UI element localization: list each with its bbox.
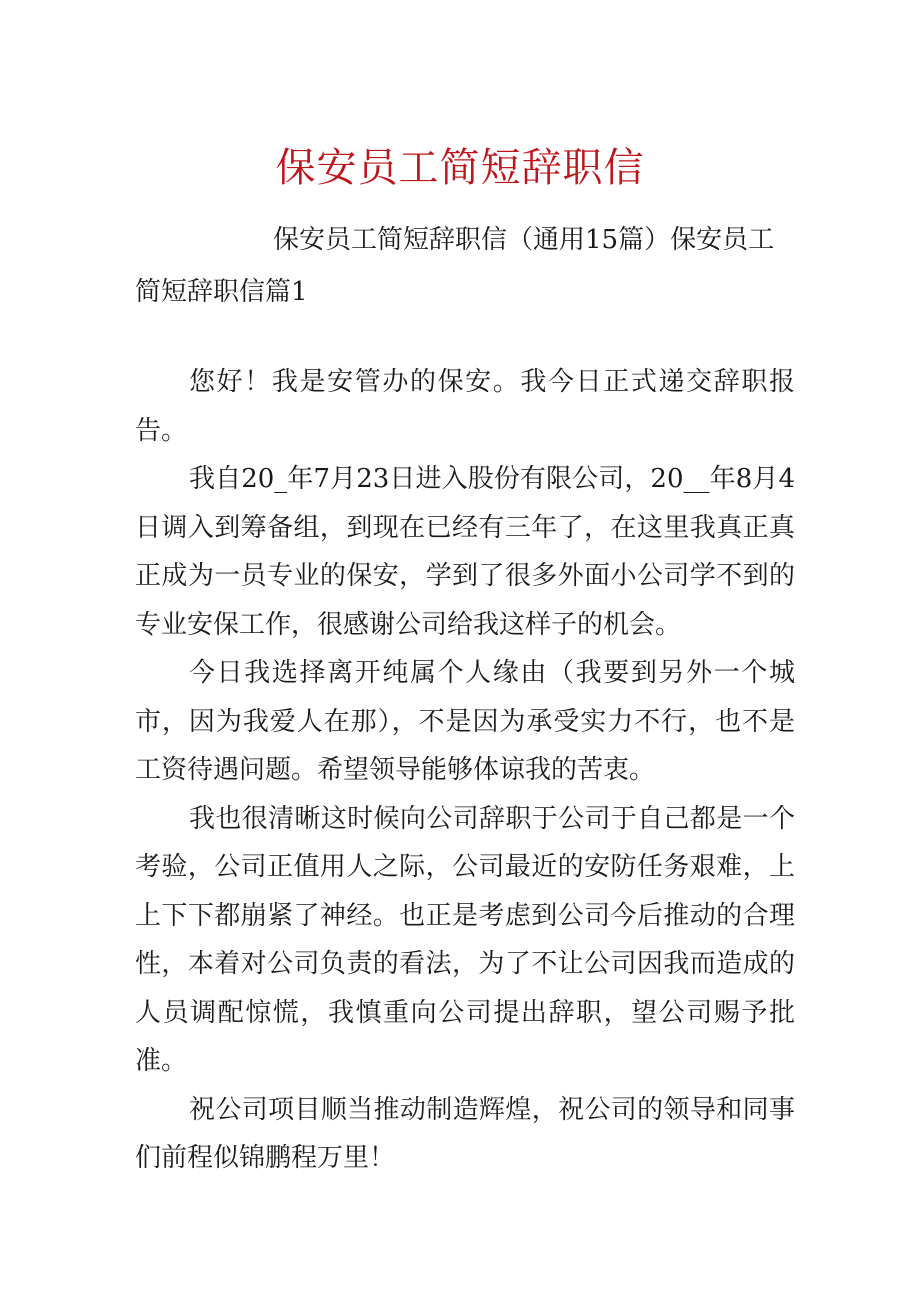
paragraph-employment-history: 我自20_年7月23日进入股份有限公司，20__年8月4日调入到筹备组，到现在已经有三年了，在这里我真正真正成为一员专业的保安，学到了很多外面小公司学不到的专业安保工作，很感谢公司给我这样子的机会。 xyxy=(135,464,795,640)
document-subtitle: 保安员工简短辞职信（通用15篇）保安员工简短辞职信篇1 xyxy=(135,225,775,307)
document-title: 保安员工简短辞职信 xyxy=(275,145,645,191)
paragraph-greeting: 您好！我是安管办的保安。我今日正式递交辞职报告。 xyxy=(135,367,795,446)
paragraph-consideration: 我也很清晰这时候向公司辞职于公司于自己都是一个考验，公司正值用人之际，公司最近的安防任务艰难，上上下下都崩紧了神经。也正是考虑到公司今后推动的合理性，本着对公司负责的看法，为了不让公司因我而造成的人员调配惊慌，我慎重向公司提出辞职，望公司赐予批准。 xyxy=(135,803,795,1076)
paragraph-closing-wishes: 祝公司项目顺当推动制造辉煌，祝公司的领导和同事们前程似锦鹏程万里！ xyxy=(135,1094,795,1173)
letter-body xyxy=(135,358,795,1183)
paragraph-reason: 今日我选择离开纯属个人缘由（我要到另外一个城市，因为我爱人在那），不是因为承受实力不行，也不是工资待遇问题。希望领导能够体谅我的苦衷。 xyxy=(135,658,795,785)
